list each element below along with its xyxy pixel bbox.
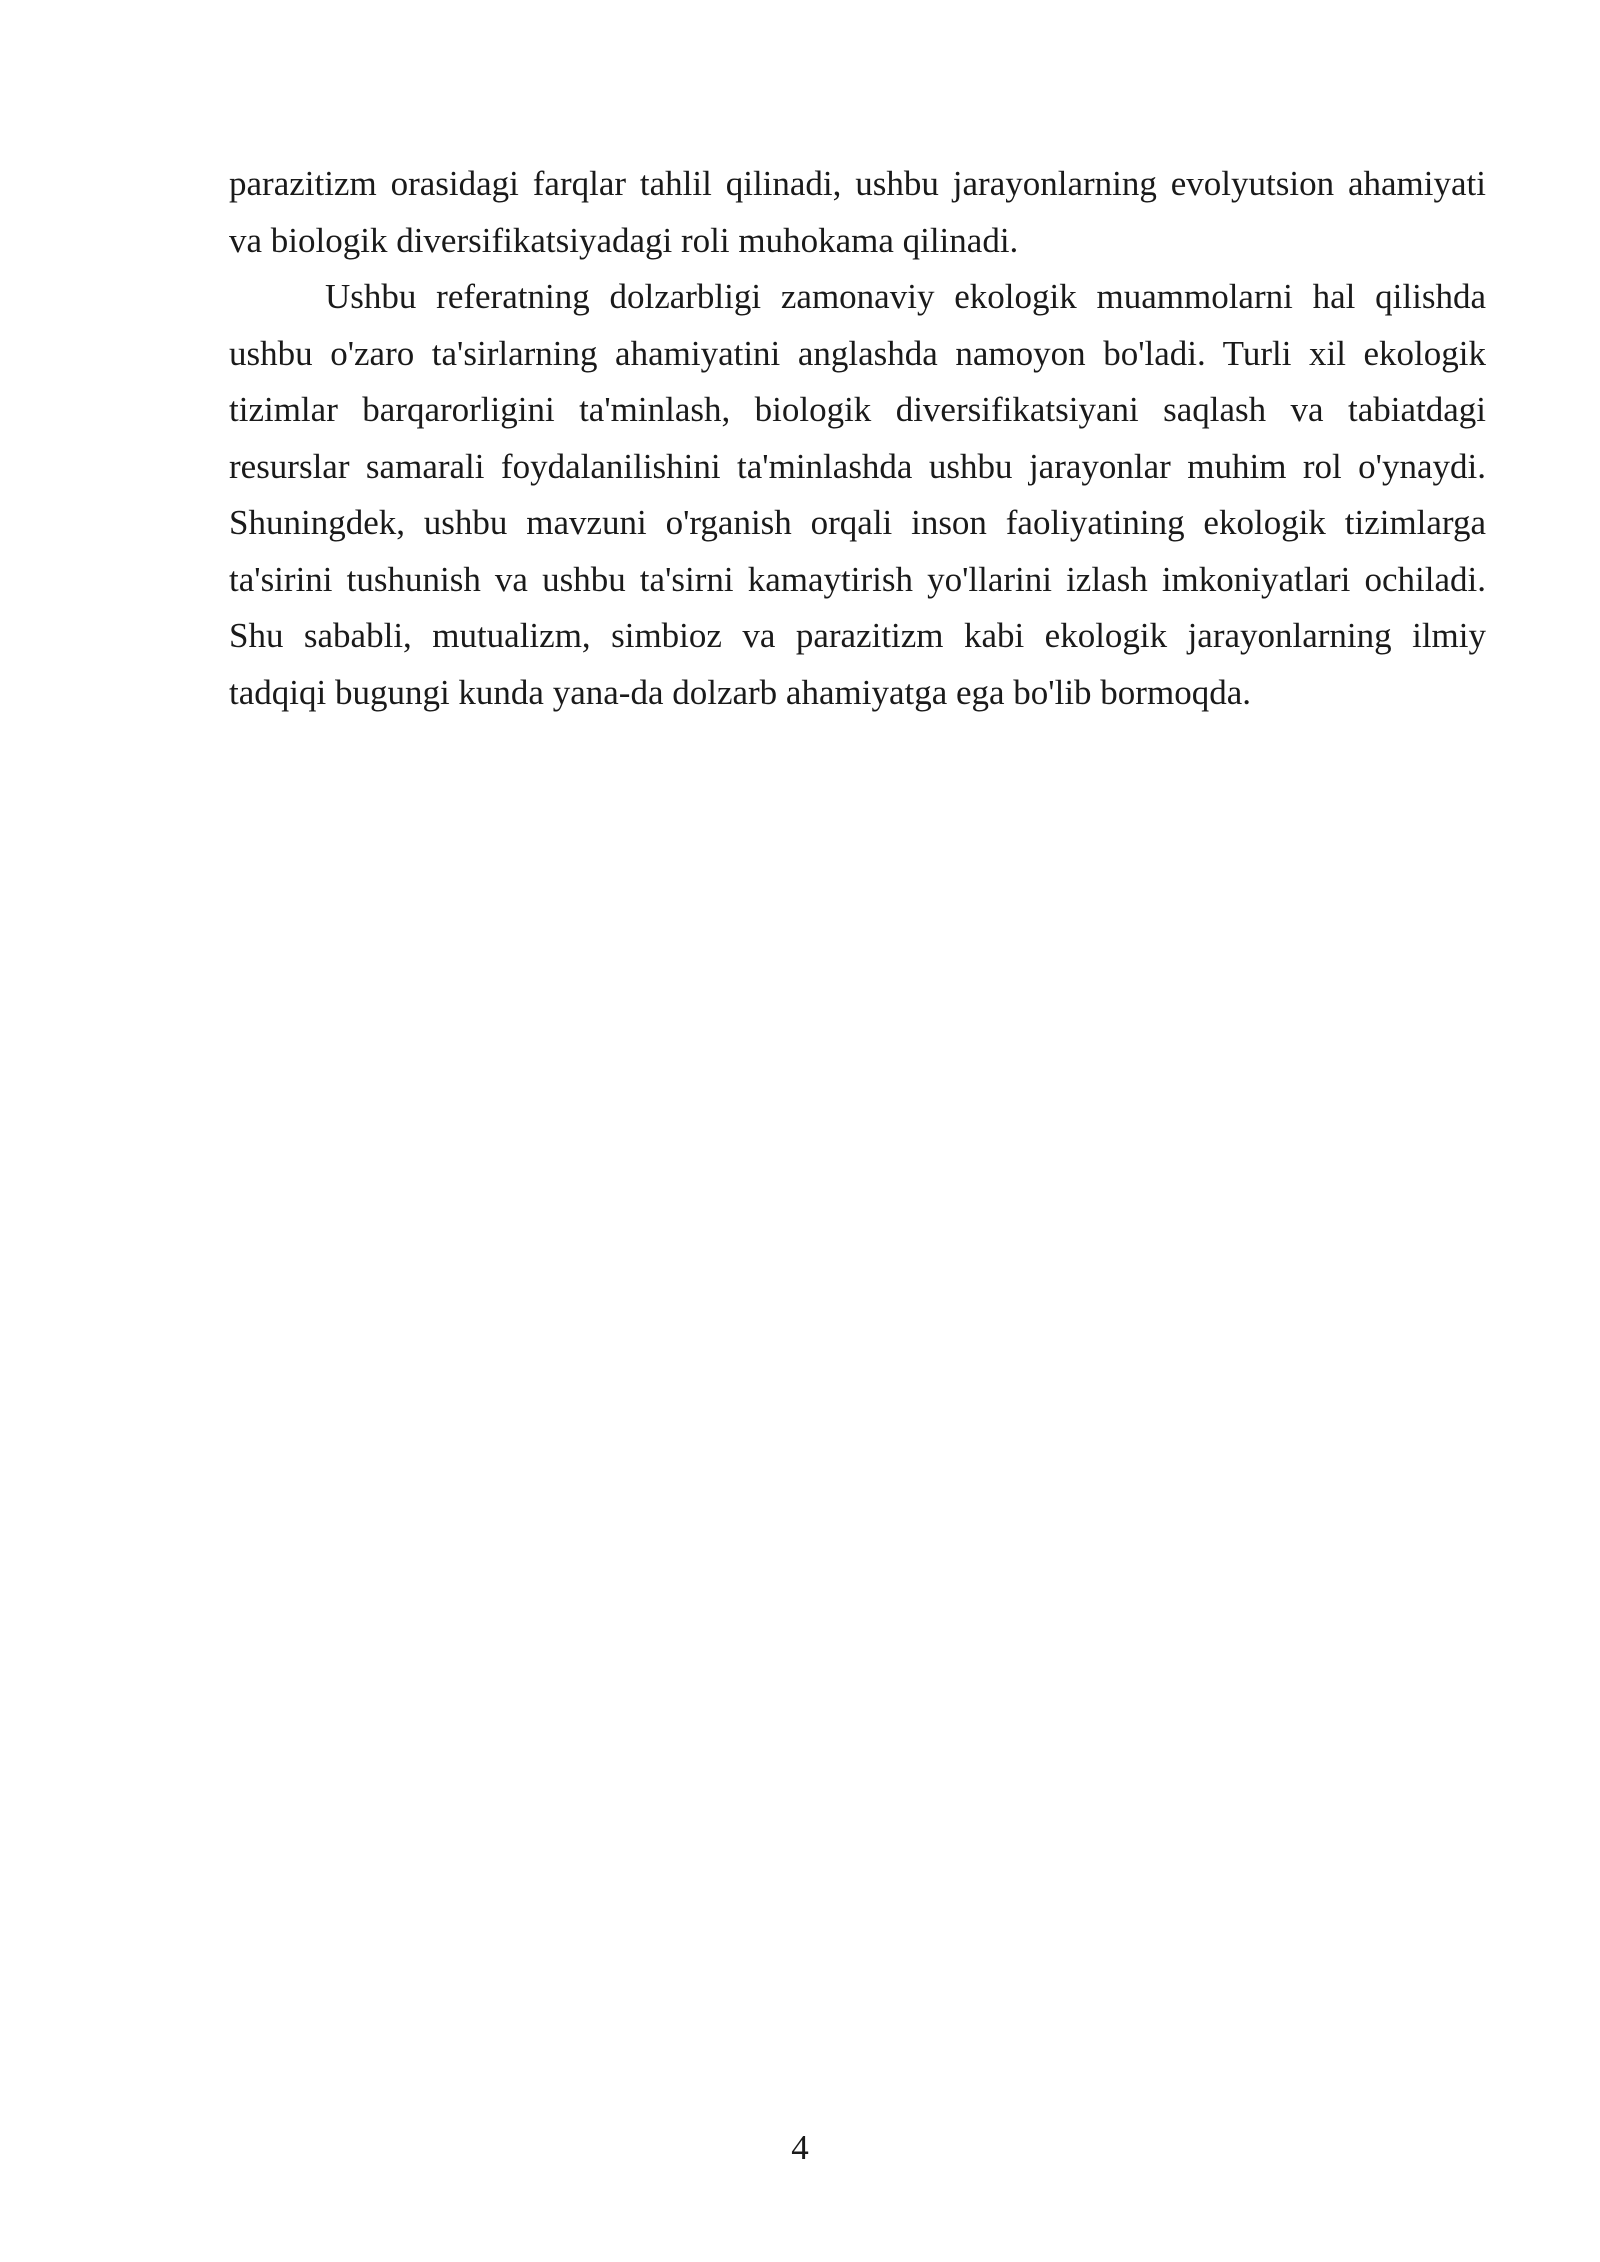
page-number: 4 xyxy=(791,2128,809,2167)
page-body xyxy=(229,156,1486,721)
paragraph-relevance: Ushbu referatning dolzarbligi zamonaviy ekologik muammolarni hal qilishda ushbu o'zaro ta'sirlarning ahamiyatini anglashda namoyon bo'ladi. Turli xil ekologik tizimlar barqarorligini ta'minlash, biologik diversifikatsiyani saqlash va tabiatdagi resurslar samarali foydalanilishini ta'minlashda ushbu jarayonlar muhim rol o'ynaydi. Shuningdek, ushbu mavzuni o'rganish orqali inson faoliyatining ekologik tizimlarga ta'sirini tushunish va ushbu ta'sirni kamaytirish yo'llarini izlash imkoniyatlari ochiladi. Shu sababli, mutualizm, simbioz va parazitizm kabi ekologik jarayonlarning ilmiy tadqiqi bugungi kunda yana-da dolzarb ahamiyatga ega bo'lib bormoqda. xyxy=(229,277,1486,712)
paragraph-continuation: parazitizm orasidagi farqlar tahlil qilinadi, ushbu jarayonlarning evolyutsion ahamiyati va biologik diversifikatsiyadagi roli muhokama qilinadi. xyxy=(229,164,1486,260)
